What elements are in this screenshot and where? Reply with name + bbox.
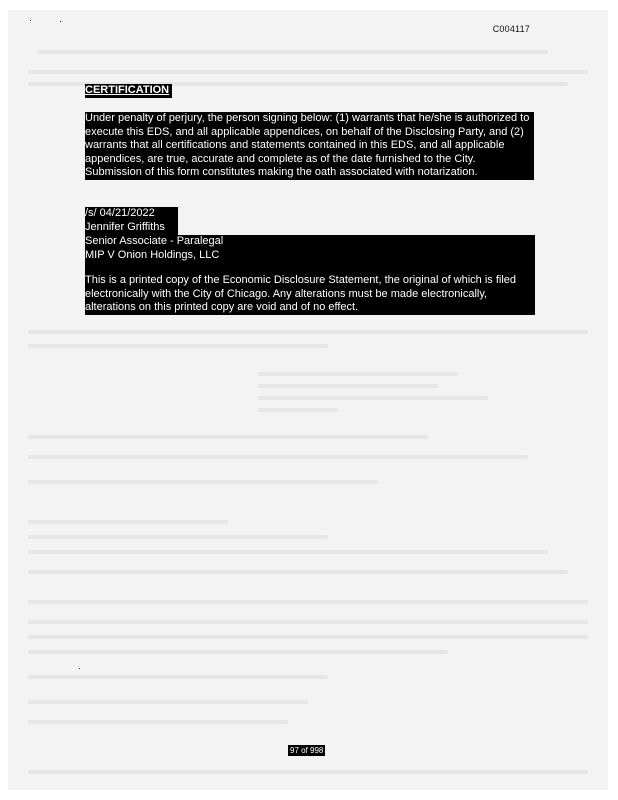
ghost-line	[28, 570, 568, 574]
ghost-line	[28, 70, 588, 74]
signer-name: Jennifer Griffiths	[85, 221, 178, 235]
ghost-line	[258, 372, 458, 376]
signature-date: /s/ 04/21/2022	[85, 207, 178, 221]
signer-title: Senior Associate - Paralegal	[85, 235, 535, 249]
scan-speck	[30, 20, 31, 21]
scan-speck	[79, 668, 80, 669]
ghost-line	[28, 620, 588, 624]
ghost-line	[28, 650, 448, 654]
ghost-line	[28, 700, 308, 704]
ghost-line	[258, 396, 488, 400]
ghost-line	[28, 600, 588, 604]
electronic-copy-notice: This is a printed copy of the Economic Disclosure Statement, the original of which is filed electronically with the City of Chicago. Any alterations must be made electronically, alterations on this printed copy are void and of no effect.	[85, 263, 535, 315]
certification-paragraph: Under penalty of perjury, the person signing below: (1) warrants that he/she is authorized to execute this EDS, and all applicable appendices, on behalf of the Disclosing Party, and (2) warrants that all certifications and statements contained in this EDS, and all applicable appendices, are true, accurate and complete as of the date furnished to the City. Submission of this form constitutes making the oath associated with notarization.	[85, 112, 534, 180]
ghost-line	[28, 720, 288, 724]
ghost-line	[28, 770, 588, 774]
ghost-line	[28, 635, 588, 639]
scan-speck	[60, 21, 61, 22]
ghost-line	[28, 435, 428, 439]
ghost-line	[28, 520, 228, 524]
ghost-line	[38, 50, 548, 54]
document-id: C004117	[492, 24, 530, 34]
ghost-line	[28, 330, 588, 334]
ghost-line	[28, 535, 328, 539]
ghost-line	[28, 480, 378, 484]
ghost-line	[28, 550, 548, 554]
ghost-line	[28, 344, 328, 348]
certification-heading: CERTIFICATION	[85, 84, 172, 98]
page-number: 97 of 998	[290, 746, 324, 755]
ghost-line	[28, 675, 328, 679]
ghost-line	[28, 455, 528, 459]
ghost-line	[258, 384, 438, 388]
signer-company: MIP V Onion Holdings, LLC	[85, 249, 535, 263]
ghost-line	[258, 408, 338, 412]
